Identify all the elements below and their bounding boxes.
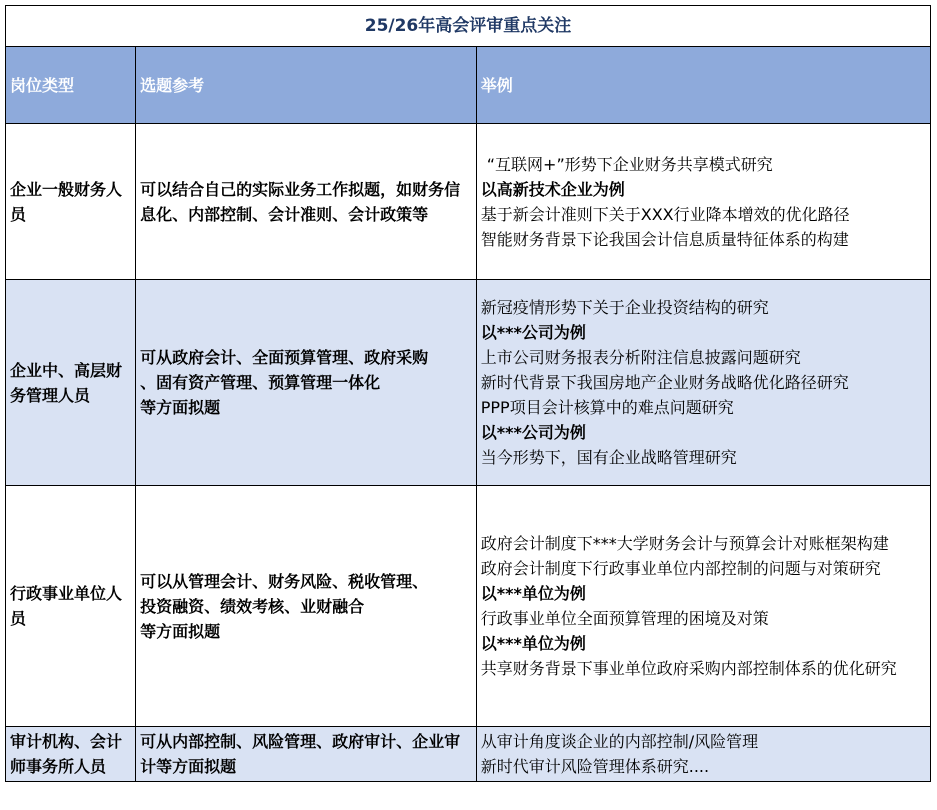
topic-cell <box>136 486 477 727</box>
job-type-cell: 企业中、高层财务管理人员 <box>6 280 136 486</box>
header-topic-reference: 选题参考 <box>136 47 477 124</box>
table-row <box>6 280 931 486</box>
table-row <box>6 124 931 280</box>
topic-line: 等方面拟题 <box>140 621 221 641</box>
example-line: 以***公司为例 <box>480 423 586 442</box>
examples-cell <box>476 280 930 486</box>
job-type-cell: 企业一般财务人员 <box>6 124 136 280</box>
topic-cell <box>136 280 477 486</box>
example-line: 政府会计制度下***大学财务会计与预算会计对账框架构建 <box>480 534 889 553</box>
topic-line: 可从政府会计、全面预算管理、政府采购 <box>140 348 429 367</box>
examples-cell <box>476 727 930 782</box>
topic-line: 等方面拟题 <box>140 398 221 417</box>
topic-line: 投资融资、绩效考核、业财融合 <box>140 596 365 616</box>
example-line: 基于新会计准则下关于XXX行业降本增效的优化路径 <box>480 204 850 224</box>
example-line: PPP项目会计核算中的难点问题研究 <box>480 398 734 417</box>
example-line: 智能财务背景下论我国会计信息质量特征体系的构建 <box>480 229 849 249</box>
example-line: 从审计角度谈企业的内部控制/风险管理 <box>480 732 759 751</box>
example-line: 行政事业单位全面预算管理的困境及对策 <box>480 609 769 628</box>
example-line: 共享财务背景下事业单位政府采购内部控制体系的优化研究 <box>480 659 897 678</box>
example-line: 新时代审计风险管理体系研究.... <box>480 757 710 776</box>
table-row <box>6 727 931 782</box>
header-examples: 举例 <box>476 47 930 124</box>
table-row <box>6 486 931 727</box>
job-type-cell: 行政事业单位人员 <box>6 486 136 727</box>
table-title: 25/26年高会评审重点关注 <box>6 6 931 47</box>
example-line: 当今形势下，国有企业战略管理研究 <box>480 448 737 467</box>
focus-table <box>5 5 931 782</box>
example-line: 以***公司为例 <box>480 323 586 342</box>
topic-line: 、固有资产管理、预算管理一体化 <box>140 373 381 392</box>
example-line: 新时代背景下我国房地产企业财务战略优化路径研究 <box>480 373 849 392</box>
examples-cell <box>476 486 930 727</box>
examples-cell <box>476 124 930 280</box>
example-line: 以***单位为例 <box>480 584 586 603</box>
topic-cell: 可以结合自己的实际业务工作拟题，如财务信息化、内部控制、会计准则、会计政策等 <box>136 124 477 280</box>
topic-cell: 可从内部控制、风险管理、政府审计、企业审计等方面拟题 <box>136 727 477 782</box>
job-type-cell: 审计机构、会计师事务所人员 <box>6 727 136 782</box>
topic-line: 可以从管理会计、财务风险、税收管理、 <box>140 571 429 591</box>
example-line: 政府会计制度下行政事业单位内部控制的问题与对策研究 <box>480 559 881 578</box>
header-job-type: 岗位类型 <box>6 47 136 124</box>
example-line: 上市公司财务报表分析附注信息披露问题研究 <box>480 348 801 367</box>
example-line: “互联网+”形势下企业财务共享模式研究 <box>486 154 773 174</box>
example-line: 以高新技术企业为例 <box>480 179 625 199</box>
example-line: 以***单位为例 <box>480 634 586 653</box>
example-line: 新冠疫情形势下关于企业投资结构的研究 <box>480 298 769 317</box>
